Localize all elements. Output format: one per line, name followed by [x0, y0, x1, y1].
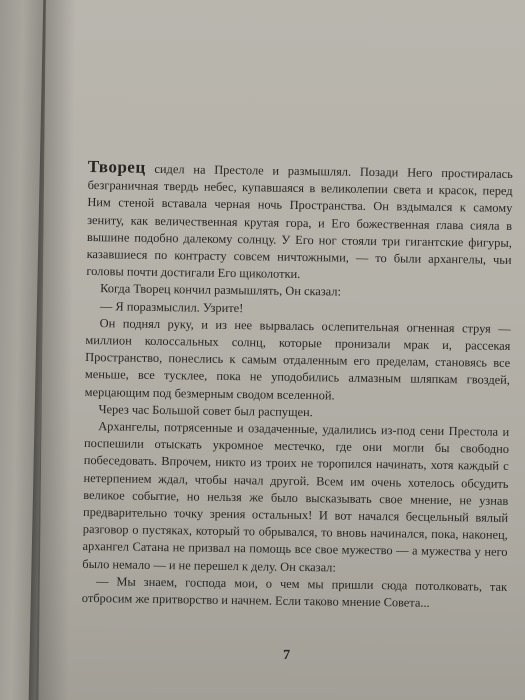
paragraph-6: Архангелы, потрясенные и озадаченные, удалились из-под сени Престола и поспешили отыскать укромное местечко, где они могли бы свободно побеседовать. Впрочем, никто из троих не торопился начинать, хотя каждый с нетерпением ждал, чтобы начал другой. Всем им очень хотелось обсудить великое событие, но нельзя же было высказывать свое мнение, не узнав предварительно точку зрения остальных! И вот начался бесцельный вялый разговор о пустяках, который то обрывался, то вновь начинался, пока, наконец, архангел Сатана не призвал на помощь все свое мужество — а мужества у него было немало — и не перешел к делу. Он сказал:	[82, 419, 510, 575]
lead-word: Творец	[87, 157, 146, 177]
page-text	[82, 158, 513, 613]
paragraph-1-text: сидел на Престоле и размышлял. Позади Него простиралась безграничная твердь небес, купавшаяся в великолепии света и красок, перед Ним стеной вставала черная ночь Пространства. Он вздымался к самому зениту, как величественная крутая гора, и Его божественная глава сияла в вышине подобно далекому солнцу. У Его ног стояли три гигантские фигуры, казавшиеся по контрасту совсем ничтожными, — то были архангелы, чьи головы почти достигали Его щиколотки.	[86, 161, 513, 282]
paragraph-7: — Мы знаем, господа мои, о чем мы пришли сюда потолковать, так отбросим же притворство и начнем. Если таково мнение Совета...	[81, 574, 508, 610]
paragraph-3: — Я поразмыслил. Узрите!	[99, 298, 244, 315]
paragraph-2: Когда Творец кончил размышлять, Он сказал:	[100, 281, 342, 299]
paragraph-1	[86, 158, 513, 286]
page-number: 7	[282, 647, 291, 664]
paragraph-5: Через час Большой совет был распущен.	[98, 402, 313, 420]
paragraph-4: Он поднял руку, и из нее вырвалась ослепительная огненная струя — миллион колоссальных солнц, которые пронизали мрак и, рассекая Пространство, понеслись к самым отдаленным его пределам, становясь все меньше, все тусклее, пока не уподобились алмазным шляпкам гвоздей, мерцающим под безмерным сводом вселенной.	[84, 316, 511, 403]
